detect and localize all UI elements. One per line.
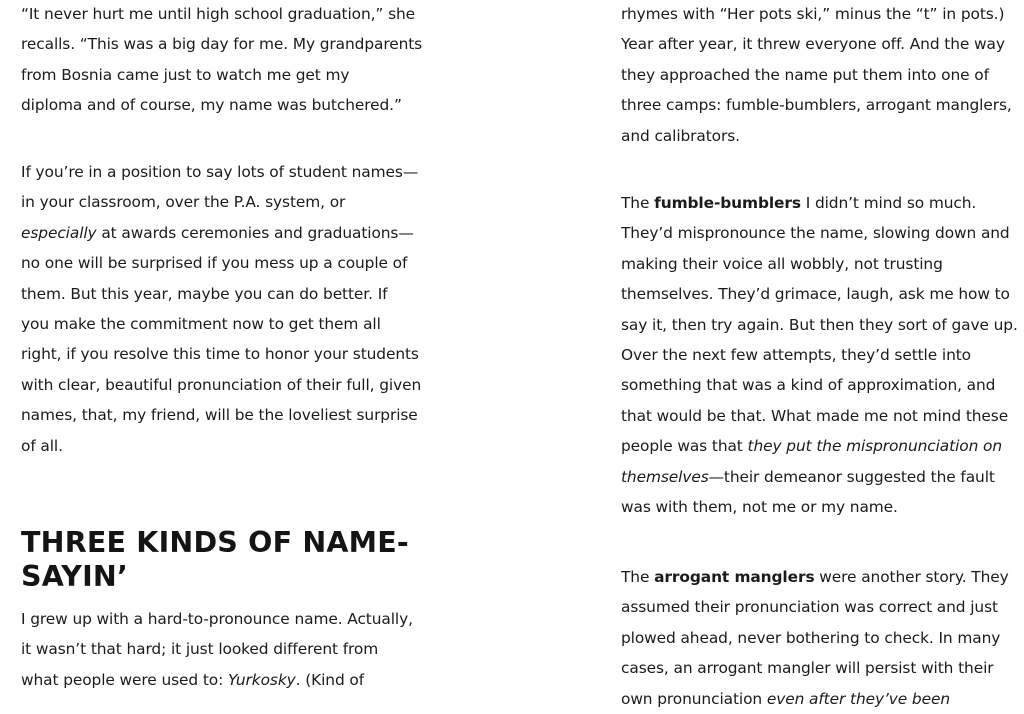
emphasis-text: Yurkosky <box>228 670 296 689</box>
text-line: Over the next few attempts, they’d settle into <box>621 346 971 365</box>
paragraph-arrogant-manglers <box>621 562 1009 714</box>
text-line <box>21 218 421 248</box>
text-line: with clear, beautiful pronunciation of their full, given <box>21 375 422 394</box>
text-line: names, that, my friend, will be the loveliest surprise <box>21 406 418 425</box>
text-line: no one will be surprised if you mess up a couple of <box>21 254 408 273</box>
text-span: were another story. They <box>814 568 1009 586</box>
text-line: and calibrators. <box>621 126 740 145</box>
text-line: say it, then try again. But then they sort of gave up. <box>621 315 1018 334</box>
text-span: —their demeanor suggested the fault <box>708 467 995 486</box>
text-line <box>621 431 1018 461</box>
text-line: If you’re in a position to say lots of student names— <box>21 163 419 181</box>
text-line: recalls. “This was a big day for me. My grandparents <box>21 35 423 54</box>
paragraph-name-intro <box>21 604 413 695</box>
text-line: plowed ahead, never bothering to check. In many <box>621 628 1001 647</box>
text-span: I didn’t mind so much. <box>800 194 977 212</box>
text-line: from Bosnia came just to watch me get my <box>21 65 350 84</box>
text-line: something that was a kind of approximation, and <box>621 376 996 395</box>
text-line: they approached the name put them into one of <box>621 65 989 84</box>
text-line: right, if you resolve this time to honor your students <box>21 345 419 364</box>
text-line <box>21 665 413 695</box>
text-span: at awards ceremonies and graduations— <box>96 223 414 242</box>
text-line: in your classroom, over the P.A. system, or <box>21 193 346 212</box>
text-span: people was that <box>621 437 748 456</box>
text-line: cases, an arrogant mangler will persist with their <box>621 659 994 678</box>
text-line: rhymes with “Her pots ski,” minus the “t” in pots.) <box>621 5 1005 23</box>
text-line: I grew up with a hard-to-pronounce name. Actually, <box>21 610 413 628</box>
bold-term: fumble-bumblers <box>654 194 801 212</box>
text-line: diploma and of course, my name was butchered.” <box>21 96 402 115</box>
text-span: The <box>621 194 655 212</box>
text-line: was with them, not me or my name. <box>621 498 898 517</box>
paragraph-student-names <box>21 157 421 461</box>
text-line: themselves. They’d grimace, laugh, ask me how to <box>621 285 1010 304</box>
text-line: “It never hurt me until high school graduation,” she <box>21 5 416 23</box>
text-line: making their voice all wobbly, not trusting <box>621 254 943 273</box>
emphasis-text: themselves <box>621 467 709 486</box>
text-line: that would be that. What made me not mind these <box>621 406 1009 425</box>
section-heading <box>21 526 409 594</box>
emphasis-text: especially <box>21 223 97 242</box>
text-line: Year after year, it threw everyone off. And the way <box>621 35 1005 54</box>
text-line: them. But this year, maybe you can do better. If <box>21 284 388 303</box>
text-span: what people were used to: <box>21 670 228 689</box>
emphasis-text: they put the mispronunciation on <box>747 437 1002 456</box>
text-line <box>621 462 1018 492</box>
bold-term: arrogant manglers <box>654 568 815 586</box>
paragraph-graduation-quote <box>21 0 422 121</box>
text-line: assumed their pronunciation was correct and just <box>621 598 998 617</box>
paragraph-three-camps <box>621 0 1012 151</box>
text-span: own pronunciation <box>621 689 767 708</box>
text-line <box>621 188 1018 218</box>
text-line <box>621 562 1009 592</box>
text-line: of all. <box>21 436 63 455</box>
paragraph-fumble-bumblers <box>621 188 1018 522</box>
text-line: They’d mispronounce the name, slowing down and <box>621 224 1010 243</box>
text-line <box>621 684 1009 714</box>
heading-line: SAYIN’ <box>21 560 128 593</box>
text-line: it wasn’t that hard; it just looked different from <box>21 640 379 659</box>
text-span: The <box>621 568 655 586</box>
text-line: you make the commitment now to get them all <box>21 315 381 334</box>
emphasis-text: even after they’ve been <box>766 689 950 708</box>
text-line: three camps: fumble-bumblers, arrogant manglers, <box>621 96 1012 115</box>
text-span: . (Kind of <box>295 670 365 689</box>
heading-line: THREE KINDS OF NAME- <box>21 526 409 559</box>
